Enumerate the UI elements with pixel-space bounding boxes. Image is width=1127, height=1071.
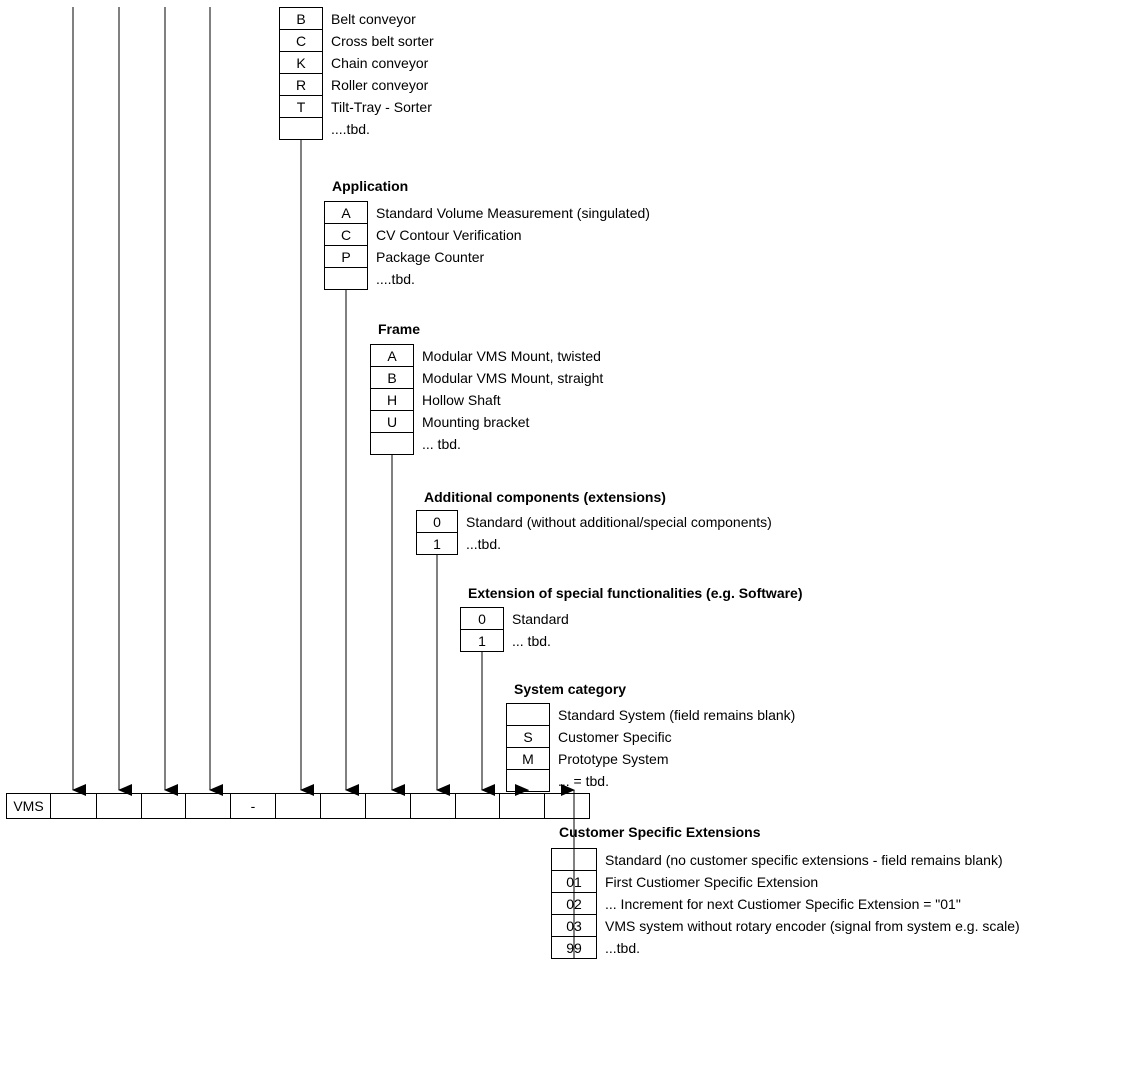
type-code-cell <box>320 793 366 819</box>
option-row <box>279 29 434 52</box>
option-code: A <box>370 344 414 367</box>
option-row <box>279 7 416 30</box>
group-title: Customer Specific Extensions <box>559 824 761 840</box>
option-code <box>324 267 368 290</box>
option-label: Modular VMS Mount, twisted <box>422 347 601 364</box>
option-label: ...tbd. <box>605 939 641 956</box>
type-code-cell <box>96 793 142 819</box>
option-label: Standard <box>512 610 569 627</box>
type-code-cell <box>185 793 231 819</box>
option-row <box>370 432 461 455</box>
type-code-separator: - <box>230 793 276 819</box>
option-row <box>279 95 432 118</box>
option-code: 99 <box>551 936 597 959</box>
option-row <box>460 629 551 652</box>
group-title: Additional components (extensions) <box>424 489 666 505</box>
option-label: Modular VMS Mount, straight <box>422 369 604 386</box>
type-code-cell <box>50 793 97 819</box>
option-row <box>279 117 370 140</box>
option-row <box>551 892 961 915</box>
option-label: ....tbd. <box>376 270 415 287</box>
option-label: ... tbd. <box>422 435 461 452</box>
option-row <box>551 848 1003 871</box>
option-code <box>279 117 323 140</box>
option-code: 0 <box>460 607 504 630</box>
option-row <box>370 388 501 411</box>
option-code: U <box>370 410 414 433</box>
option-row <box>551 914 1020 937</box>
option-code: 01 <box>551 870 597 893</box>
group-title: Frame <box>378 321 421 337</box>
option-code: R <box>279 73 323 96</box>
option-label: Chain conveyor <box>331 54 429 71</box>
option-label: Standard Volume Measurement (singulated) <box>376 204 650 221</box>
type-code-cell <box>275 793 321 819</box>
option-code <box>370 432 414 455</box>
option-code: A <box>324 201 368 224</box>
option-label: Standard (without additional/special components) <box>466 513 772 530</box>
option-label: Customer Specific <box>558 728 672 745</box>
type-code-prefix: VMS <box>6 793 51 819</box>
option-label: Standard System (field remains blank) <box>558 706 796 723</box>
type-code-cell <box>141 793 186 819</box>
option-code <box>551 848 597 871</box>
option-code <box>506 769 550 792</box>
option-row <box>551 870 818 893</box>
option-row <box>506 769 609 792</box>
option-row <box>324 201 650 224</box>
option-label: Tilt-Tray - Sorter <box>331 98 432 115</box>
type-code-cell <box>410 793 456 819</box>
option-code: 02 <box>551 892 597 915</box>
type-code-cell <box>365 793 411 819</box>
option-code: C <box>279 29 323 52</box>
option-code: 03 <box>551 914 597 937</box>
group-title: System category <box>514 681 627 697</box>
option-row <box>506 747 669 770</box>
option-code: S <box>506 725 550 748</box>
option-row <box>324 267 415 290</box>
option-code: B <box>279 7 323 30</box>
option-code: T <box>279 95 323 118</box>
option-label: ... = tbd. <box>558 772 609 789</box>
option-label: ....tbd. <box>331 120 370 137</box>
option-code: 0 <box>416 510 458 533</box>
option-label: Standard (no customer specific extensions - field remains blank) <box>605 851 1003 868</box>
option-label: Cross belt sorter <box>331 32 434 49</box>
option-row <box>370 344 601 367</box>
option-code: P <box>324 245 368 268</box>
option-row <box>279 51 428 74</box>
type-code-cell <box>455 793 500 819</box>
option-label: Roller conveyor <box>331 76 429 93</box>
option-row <box>460 607 569 630</box>
option-row <box>551 936 640 959</box>
option-label: Package Counter <box>376 248 485 265</box>
option-row <box>506 725 672 748</box>
option-label: ...tbd. <box>466 535 502 552</box>
option-row <box>416 510 772 533</box>
option-label: VMS system without rotary encoder (signal from system e.g. scale) <box>605 917 1020 934</box>
option-row <box>370 366 603 389</box>
option-label: Prototype System <box>558 750 669 767</box>
option-code <box>506 703 550 726</box>
option-row <box>416 532 501 555</box>
type-code-cell <box>544 793 590 819</box>
option-row <box>506 703 795 726</box>
option-code: K <box>279 51 323 74</box>
option-code: M <box>506 747 550 770</box>
option-code: B <box>370 366 414 389</box>
option-label: ... tbd. <box>512 632 551 649</box>
option-label: ... Increment for next Custiomer Specific Extension = "01" <box>605 895 961 912</box>
option-label: First Custiomer Specific Extension <box>605 873 819 890</box>
option-label: CV Contour Verification <box>376 226 522 243</box>
group-title: Extension of special functionalities (e.g. Software) <box>468 585 803 601</box>
option-code: 1 <box>460 629 504 652</box>
option-row <box>370 410 529 433</box>
option-label: Mounting bracket <box>422 413 530 430</box>
option-row <box>324 223 522 246</box>
option-code: C <box>324 223 368 246</box>
option-row <box>279 73 428 96</box>
option-code: 1 <box>416 532 458 555</box>
type-code-cell <box>499 793 545 819</box>
group-title: Application <box>332 178 409 194</box>
option-code: H <box>370 388 414 411</box>
type-code-bar <box>6 793 590 819</box>
option-row <box>324 245 484 268</box>
option-label: Belt conveyor <box>331 10 416 27</box>
option-label: Hollow Shaft <box>422 391 501 408</box>
